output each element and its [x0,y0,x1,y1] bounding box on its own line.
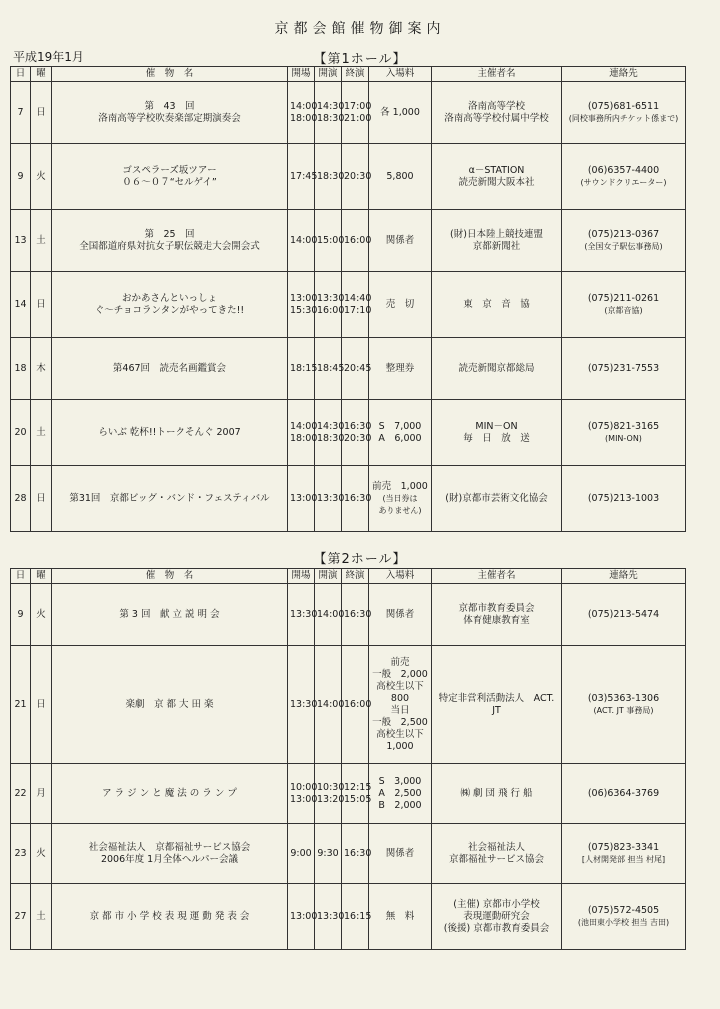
hall2-title: 【第2ホール】 [313,552,407,567]
open-time-text: 9:00 [290,847,312,859]
end-time-cell [342,272,372,338]
start-time-text: 18:45 [317,362,345,374]
page-title: 京都会館催物御案内 [274,21,446,37]
open-time-cell [288,400,318,466]
contact-cell [562,584,686,646]
fee-cell [369,400,432,466]
open-time-cell [288,646,318,764]
open-time-cell [288,884,318,950]
contact-text: (06)6364-3769 [587,787,660,799]
end-time-cell [342,210,372,272]
end-time-cell [342,144,372,210]
day-text: 9 [17,170,24,182]
event-text: 第 43 回 洛南高等学校吹奏楽部定期演奏会 [98,100,241,124]
table-row [11,764,686,824]
fee-cell [369,338,432,400]
weekday-text: 火 [36,170,46,182]
start-time-cell [315,82,345,144]
contact-text: (075)231-7553 [587,362,660,374]
contact-note: (池田東小学校 担当 吉田) [577,917,670,927]
day-cell [11,764,31,824]
organizer-cell [432,646,562,764]
event-cell [52,764,288,824]
organizer-cell [432,400,562,466]
contact-cell [562,884,686,950]
organizer-text: (財)京都市芸術文化協会 [445,492,548,504]
column-header-start-time: 開演 [315,569,342,584]
day-cell [11,210,31,272]
contact-text: (075)572-4505 [587,904,660,916]
organizer-text: 京都市教育委員会 体育健康教育室 [458,602,535,626]
day-text: 7 [17,106,24,118]
contact-text: (075)213-0367 [587,228,660,240]
organizer-cell [432,82,562,144]
contact-cell [562,82,686,144]
day-text: 14 [14,298,27,310]
contact-cell [562,400,686,466]
contact-text: (075)213-1003 [587,492,660,504]
weekday-cell [31,338,52,400]
fee-cell [369,272,432,338]
contact-note: (同校事務所内チケット係まで) [568,113,679,123]
contact-note: (ACT. JT 事務局) [593,705,654,715]
day-text: 22 [14,787,27,799]
table-row [11,338,686,400]
fee-note: (当日券は ありません) [378,493,422,515]
organizer-text: (財)日本陸上競技連盟 京都新聞社 [450,228,543,252]
start-time-text: 13:30 [317,492,345,504]
table-row [11,466,686,532]
day-cell [11,584,31,646]
start-time-cell [315,466,345,532]
open-time-cell [288,584,318,646]
fee-cell [369,82,432,144]
fee-cell [369,466,432,532]
organizer-cell [432,144,562,210]
end-time-cell [342,824,372,884]
organizer-text: 読売新聞京都総局 [458,362,535,374]
open-time-cell [288,272,318,338]
day-cell [11,400,31,466]
start-time-text: 18:30 [317,170,345,182]
event-cell [52,584,288,646]
contact-cell [562,646,686,764]
event-cell [52,272,288,338]
table-row [11,144,686,210]
weekday-text: 日 [36,492,46,504]
contact-text: (075)681-6511 [587,100,660,112]
end-time-text: 17:00 21:00 [344,100,372,124]
open-time-text: 13:00 15:30 [290,292,318,316]
weekday-cell [31,82,52,144]
end-time-text: 16:30 [344,608,372,620]
contact-text: (075)213-5474 [587,608,660,620]
contact-note: (サウンドクリエーター) [580,177,667,187]
fee-cell [369,210,432,272]
end-time-cell [342,82,372,144]
event-text: 第467回 読売名画鑑賞会 [112,362,227,374]
event-text: ア ラ ジ ン と 魔 法 の ラ ン プ [102,787,237,799]
fee-cell [369,764,432,824]
weekday-cell [31,144,52,210]
start-time-text: 14:00 [317,608,345,620]
column-header-open-time: 開場 [288,569,315,584]
weekday-text: 日 [36,106,46,118]
start-time-cell [315,584,345,646]
start-time-text: 14:00 [317,698,345,710]
weekday-text: 土 [36,234,46,246]
column-header-fee: 入場料 [369,569,432,584]
open-time-cell [288,144,318,210]
weekday-cell [31,884,52,950]
start-time-text: 14:30 18:30 [317,420,345,444]
contact-cell [562,272,686,338]
weekday-cell [31,272,52,338]
start-time-cell [315,338,345,400]
organizer-cell [432,824,562,884]
organizer-text: 特定非営利活動法人 ACT. JT [438,692,555,716]
contact-note: (MIN-ON) [605,433,642,443]
day-cell [11,272,31,338]
open-time-cell [288,764,318,824]
open-time-text: 14:00 18:00 [290,100,318,124]
start-time-text: 15:00 [317,234,345,246]
fee-text: 各 1,000 [380,106,420,118]
open-time-cell [288,824,315,884]
end-time-text: 16:30 20:30 [344,420,372,444]
organizer-cell [432,466,562,532]
end-time-text: 20:30 [344,170,372,182]
end-time-cell [342,646,372,764]
start-time-cell [315,144,345,210]
contact-note: (全国女子駅伝事務局) [584,241,663,251]
fee-text: 5,800 [386,170,414,182]
contact-cell [562,466,686,532]
open-time-text: 13:00 [290,492,318,504]
weekday-cell [31,824,52,884]
event-cell [52,82,288,144]
weekday-cell [31,646,52,764]
day-text: 13 [14,234,27,246]
column-header-weekday: 曜 [31,67,52,82]
open-time-cell [288,82,318,144]
end-time-text: 12:15 15:05 [344,781,372,805]
table-row [11,884,686,950]
event-text: おかあさんといっしょ ぐ～チョコランタンがやってきた!! [94,292,245,316]
event-text: 社会福祉法人 京都福祉サービス協会 2006年度 1月全体ヘルパー会議 [88,841,251,865]
weekday-cell [31,764,52,824]
start-time-cell [315,646,345,764]
open-time-text: 13:30 [290,608,318,620]
column-header-open-time: 開場 [288,67,315,82]
fee-text: 前売 1,000 [372,480,428,492]
start-time-cell [315,272,345,338]
fee-text: 整理券 [385,362,415,374]
end-time-cell [342,338,372,400]
weekday-text: 日 [36,698,46,710]
contact-text: (03)5363-1306 [587,692,660,704]
end-time-text: 16:15 [344,910,372,922]
day-text: 20 [14,426,27,438]
hall1-title: 【第1ホール】 [313,52,407,67]
day-text: 9 [17,608,24,620]
column-header-start-time: 開演 [315,67,342,82]
fee-text: 売 切 [385,298,415,310]
hall1-table [10,66,686,532]
day-text: 18 [14,362,27,374]
table-row [11,400,686,466]
column-header-end-time: 終演 [342,67,369,82]
end-time-text: 14:40 17:10 [344,292,372,316]
organizer-text: ㈱ 劇 団 飛 行 船 [460,787,533,799]
fee-cell [369,584,432,646]
event-text: 京 都 市 小 学 校 表 現 運 動 発 表 会 [89,910,250,922]
organizer-cell [432,272,562,338]
open-time-cell [288,210,318,272]
organizer-cell [432,338,562,400]
weekday-cell [31,210,52,272]
event-text: らいぶ 乾杯!!トークそんぐ 2007 [98,426,241,438]
date-label: 平成19年1月 [13,50,84,64]
open-time-text: 17:45 [290,170,318,182]
weekday-cell [31,400,52,466]
contact-note: [人材開発部 担当 村尾] [581,854,666,864]
event-cell [52,400,288,466]
event-cell [52,646,288,764]
day-text: 28 [14,492,27,504]
organizer-cell [432,764,562,824]
start-time-cell [315,764,345,824]
open-time-cell [288,338,318,400]
weekday-text: 火 [36,847,46,859]
end-time-cell [342,400,372,466]
organizer-text: α－STATION 読売新聞大阪本社 [458,164,535,188]
day-cell [11,144,31,210]
open-time-text: 18:15 [290,362,318,374]
column-header-event: 催 物 名 [52,569,288,584]
day-cell [11,82,31,144]
weekday-text: 木 [36,362,46,374]
weekday-cell [31,466,52,532]
weekday-text: 土 [36,426,46,438]
event-cell [52,144,288,210]
event-text: 第31回 京都ビッグ・バンド・フェスティバル [69,492,270,504]
event-cell [52,210,288,272]
fee-text: 関係者 [385,234,415,246]
weekday-text: 土 [36,910,46,922]
fee-text: 関係者 [385,847,415,859]
contact-text: (075)823-3341 [587,841,660,853]
fee-cell [369,144,432,210]
weekday-text: 月 [36,787,46,799]
start-time-cell [315,884,345,950]
end-time-cell [342,584,372,646]
end-time-cell [342,466,372,532]
table-row [11,82,686,144]
contact-cell [562,824,686,884]
column-header-weekday: 曜 [31,569,52,584]
column-header-contact: 連絡先 [562,67,686,82]
event-text: 第 25 回 全国都道府県対抗女子駅伝競走大会開会式 [79,228,260,252]
event-text: ゴスペラーズ坂ツアー ０６～０７“セルゲイ” [122,164,217,188]
fee-cell [369,646,432,764]
end-time-text: 16:30 [344,492,372,504]
start-time-cell [315,824,342,884]
open-time-text: 13:00 [290,910,318,922]
end-time-text: 16:00 [344,698,372,710]
contact-text: (075)821-3165 [587,420,660,432]
start-time-cell [315,400,345,466]
day-cell [11,466,31,532]
end-time-text: 20:45 [344,362,372,374]
table-row [11,646,686,764]
day-cell [11,824,31,884]
contact-note: (京都音協) [604,305,643,315]
day-text: 21 [14,698,27,710]
column-header-event: 催 物 名 [52,67,288,82]
day-text: 23 [14,847,27,859]
start-time-text: 14:30 18:30 [317,100,345,124]
day-cell [11,646,31,764]
start-time-text: 13:30 16:00 [317,292,345,316]
contact-text: (06)6357-4400 [587,164,660,176]
fee-text: S 7,000 A 6,000 [378,420,422,444]
organizer-cell [432,584,562,646]
start-time-text: 9:30 [317,847,339,859]
table-row [11,210,686,272]
contact-cell [562,764,686,824]
event-text: 第 3 回 献 立 説 明 会 [119,608,220,620]
fee-cell [369,884,432,950]
fee-text: 前売 一般 2,000 高校生以下 800 当日 一般 2,500 高校生以下 1,000 [372,656,428,752]
fee-text: 関係者 [385,608,415,620]
contact-text: (075)211-0261 [587,292,660,304]
column-header-fee: 入場料 [369,67,432,82]
column-header-contact: 連絡先 [562,569,686,584]
event-text: 楽劇 京 都 大 田 楽 [125,698,214,710]
column-header-organizer: 主催者名 [432,67,562,82]
open-time-text: 14:00 18:00 [290,420,318,444]
weekday-text: 日 [36,298,46,310]
start-time-cell [315,210,345,272]
day-cell [11,884,31,950]
end-time-cell [342,764,372,824]
organizer-text: (主催) 京都市小学校 表現運動研究会 (後援) 京都市教育委員会 [443,898,550,934]
column-header-day: 日 [11,569,31,584]
event-cell [52,466,288,532]
open-time-text: 13:30 [290,698,318,710]
open-time-text: 10:00 13:00 [290,781,318,805]
organizer-text: 東 京 音 協 [463,298,530,310]
end-time-text: 16:30 [344,847,372,859]
end-time-cell [342,884,372,950]
start-time-text: 10:30 13:20 [317,781,345,805]
column-header-day: 日 [11,67,31,82]
hall2-table [10,568,686,950]
fee-text: S 3,000 A 2,500 B 2,000 [378,775,422,811]
fee-text: 無 料 [385,910,415,922]
contact-cell [562,144,686,210]
table-row [11,584,686,646]
column-header-organizer: 主催者名 [432,569,562,584]
organizer-text: MIN－ON 毎 日 放 送 [463,420,530,444]
day-text: 27 [14,910,27,922]
fee-cell [369,824,432,884]
end-time-text: 16:00 [344,234,372,246]
contact-cell [562,338,686,400]
open-time-cell [288,466,318,532]
table-row [11,824,686,884]
table-row [11,272,686,338]
event-cell [52,338,288,400]
column-header-end-time: 終演 [342,569,369,584]
start-time-text: 13:30 [317,910,345,922]
organizer-text: 社会福祉法人 京都福祉サービス協会 [448,841,544,865]
day-cell [11,338,31,400]
organizer-cell [432,884,562,950]
weekday-text: 火 [36,608,46,620]
event-cell [52,824,288,884]
open-time-text: 14:00 [290,234,318,246]
organizer-text: 洛南高等学校 洛南高等学校付属中学校 [444,100,549,124]
weekday-cell [31,584,52,646]
contact-cell [562,210,686,272]
event-cell [52,884,288,950]
organizer-cell [432,210,562,272]
